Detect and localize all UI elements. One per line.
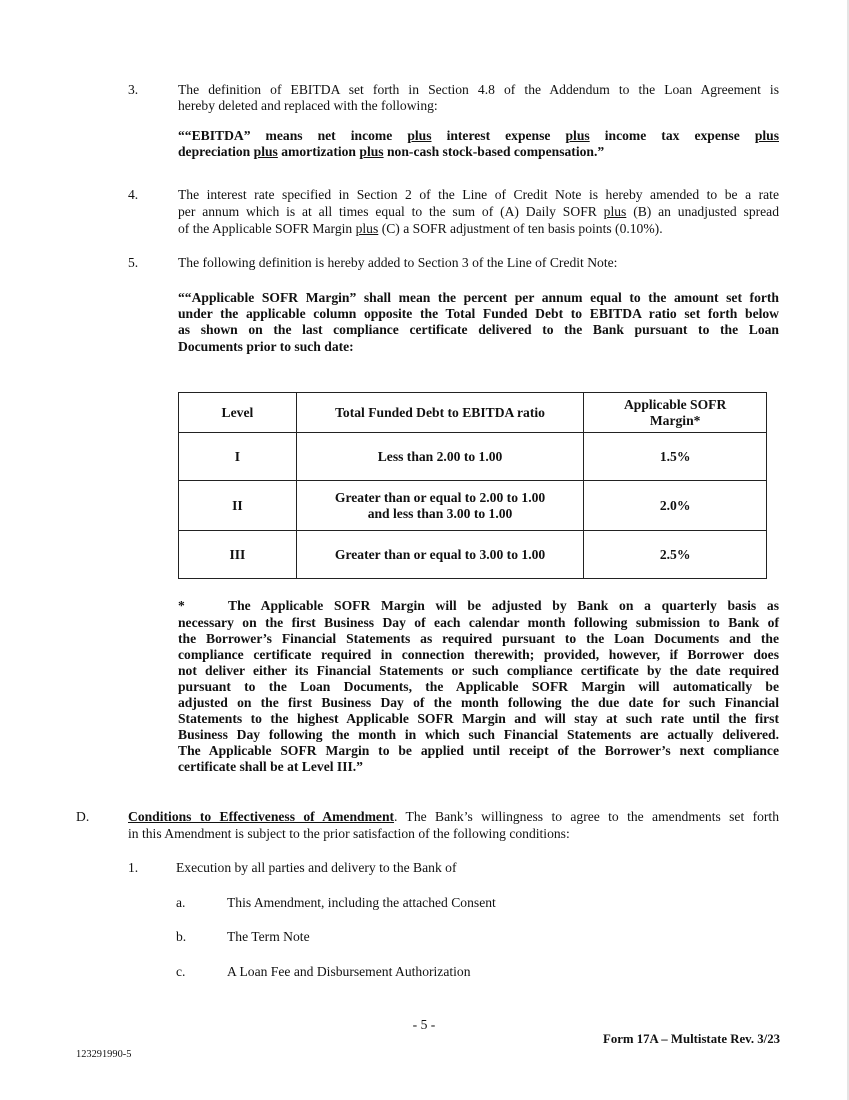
- section-d-heading: Conditions to Effectiveness of Amendment: [128, 809, 395, 824]
- list-item-letter: b.: [176, 929, 187, 944]
- item-4-line-3: of the Applicable SOFR Margin plus (C) a SOFR adjustment of ten basis points (0.10%).: [178, 221, 663, 236]
- ebitda-definition-line-1: ““EBITDA” means net income plus interest expense plus income tax expense plus: [178, 128, 779, 143]
- level-cell: II: [179, 481, 297, 531]
- list-item: A Loan Fee and Disbursement Authorization: [227, 964, 471, 979]
- header-ratio: Total Funded Debt to EBITDA ratio: [296, 393, 583, 433]
- margin-cell: 2.5%: [584, 531, 767, 579]
- sofr-definition-line-2: under the applicable column opposite the Total Funded Debt to EBITDA ratio set forth below: [178, 306, 779, 321]
- condition-1-number: 1.: [128, 860, 139, 875]
- sofr-definition-line-3: as shown on the last compliance certificate delivered to the Bank pursuant to the Loan: [178, 322, 779, 337]
- list-item-letter: a.: [176, 895, 186, 910]
- sofr-margin-table: [178, 392, 767, 579]
- sofr-definition-line-1: ““Applicable SOFR Margin” shall mean the percent per annum equal to the amount set forth: [178, 290, 779, 305]
- page-number: - 5 -: [412, 1017, 436, 1032]
- condition-1-text: Execution by all parties and delivery to the Bank of: [176, 860, 457, 875]
- item-3-line-2: hereby deleted and replaced with the following:: [178, 98, 438, 113]
- margin-cell: 1.5%: [584, 433, 767, 481]
- footnote-star: *: [178, 598, 185, 613]
- section-d-line-1: Conditions to Effectiveness of Amendment. The Bank’s willingness to agree to the amendments set forth: [128, 809, 779, 824]
- section-d-letter: D.: [76, 809, 90, 824]
- footnote-line-1: The Applicable SOFR Margin will be adjusted by Bank on a quarterly basis as: [228, 598, 779, 613]
- level-cell: I: [179, 433, 297, 481]
- item-5-number: 5.: [128, 255, 139, 270]
- item-4-line-1: The interest rate specified in Section 2 of the Line of Credit Note is hereby amended to be a rate: [178, 187, 779, 202]
- ratio-cell: Greater than or equal to 2.00 to 1.00 and less than 3.00 to 1.00: [296, 481, 583, 531]
- table-header-row: [179, 393, 767, 433]
- level-cell: III: [179, 531, 297, 579]
- section-d-line-2: in this Amendment is subject to the prior satisfaction of the following conditions:: [128, 826, 570, 841]
- list-item-letter: c.: [176, 964, 186, 979]
- table-row: [179, 531, 767, 579]
- document-id: 123291990-5: [76, 1049, 132, 1060]
- ratio-cell: Greater than or equal to 3.00 to 1.00: [296, 531, 583, 579]
- table-row: [179, 481, 767, 531]
- item-3-number: 3.: [128, 82, 139, 97]
- ebitda-definition-line-2: depreciation plus amortization plus non-cash stock-based compensation.”: [178, 144, 605, 159]
- header-margin: Applicable SOFR Margin*: [584, 393, 767, 433]
- item-3-line-1: The definition of EBITDA set forth in Section 4.8 of the Addendum to the Loan Agreement is: [178, 82, 779, 97]
- margin-cell: 2.0%: [584, 481, 767, 531]
- header-level: Level: [179, 393, 297, 433]
- footnote-body: necessary on the first Business Day of each calendar month following submission to Bank of the Borrower’s Financial Statements as required pursuant to the Loan Documents and the compliance certificate required in connection therewith; provided, however, if Borrower does not deliver either its Financial Statements or such compliance certificate by the date required pursuant to the Loan Documents, the Applicable SOFR Margin will automatically be adjusted on the first Business Day of the month following the due date for such Financial Statements to the highest Applicable SOFR Margin and will stay at such rate until the first Business Day following the month in which such Financial Statements are actually delivered. The Applicable SOFR Margin to be applied until receipt of the Borrower’s next compliance certificate shall be at Level III.”: [178, 615, 779, 774]
- ratio-cell: Less than 2.00 to 1.00: [296, 433, 583, 481]
- sofr-definition-line-4: Documents prior to such date:: [178, 339, 354, 354]
- item-4-number: 4.: [128, 187, 139, 202]
- table-row: [179, 433, 767, 481]
- item-5-line-1: The following definition is hereby added to Section 3 of the Line of Credit Note:: [178, 255, 618, 270]
- list-item: The Term Note: [227, 929, 310, 944]
- list-item: This Amendment, including the attached Consent: [227, 895, 496, 910]
- form-revision: Form 17A – Multistate Rev. 3/23: [603, 1032, 780, 1046]
- item-4-line-2: per annum which is at all times equal to the sum of (A) Daily SOFR plus (B) an unadjusted spread: [178, 204, 780, 219]
